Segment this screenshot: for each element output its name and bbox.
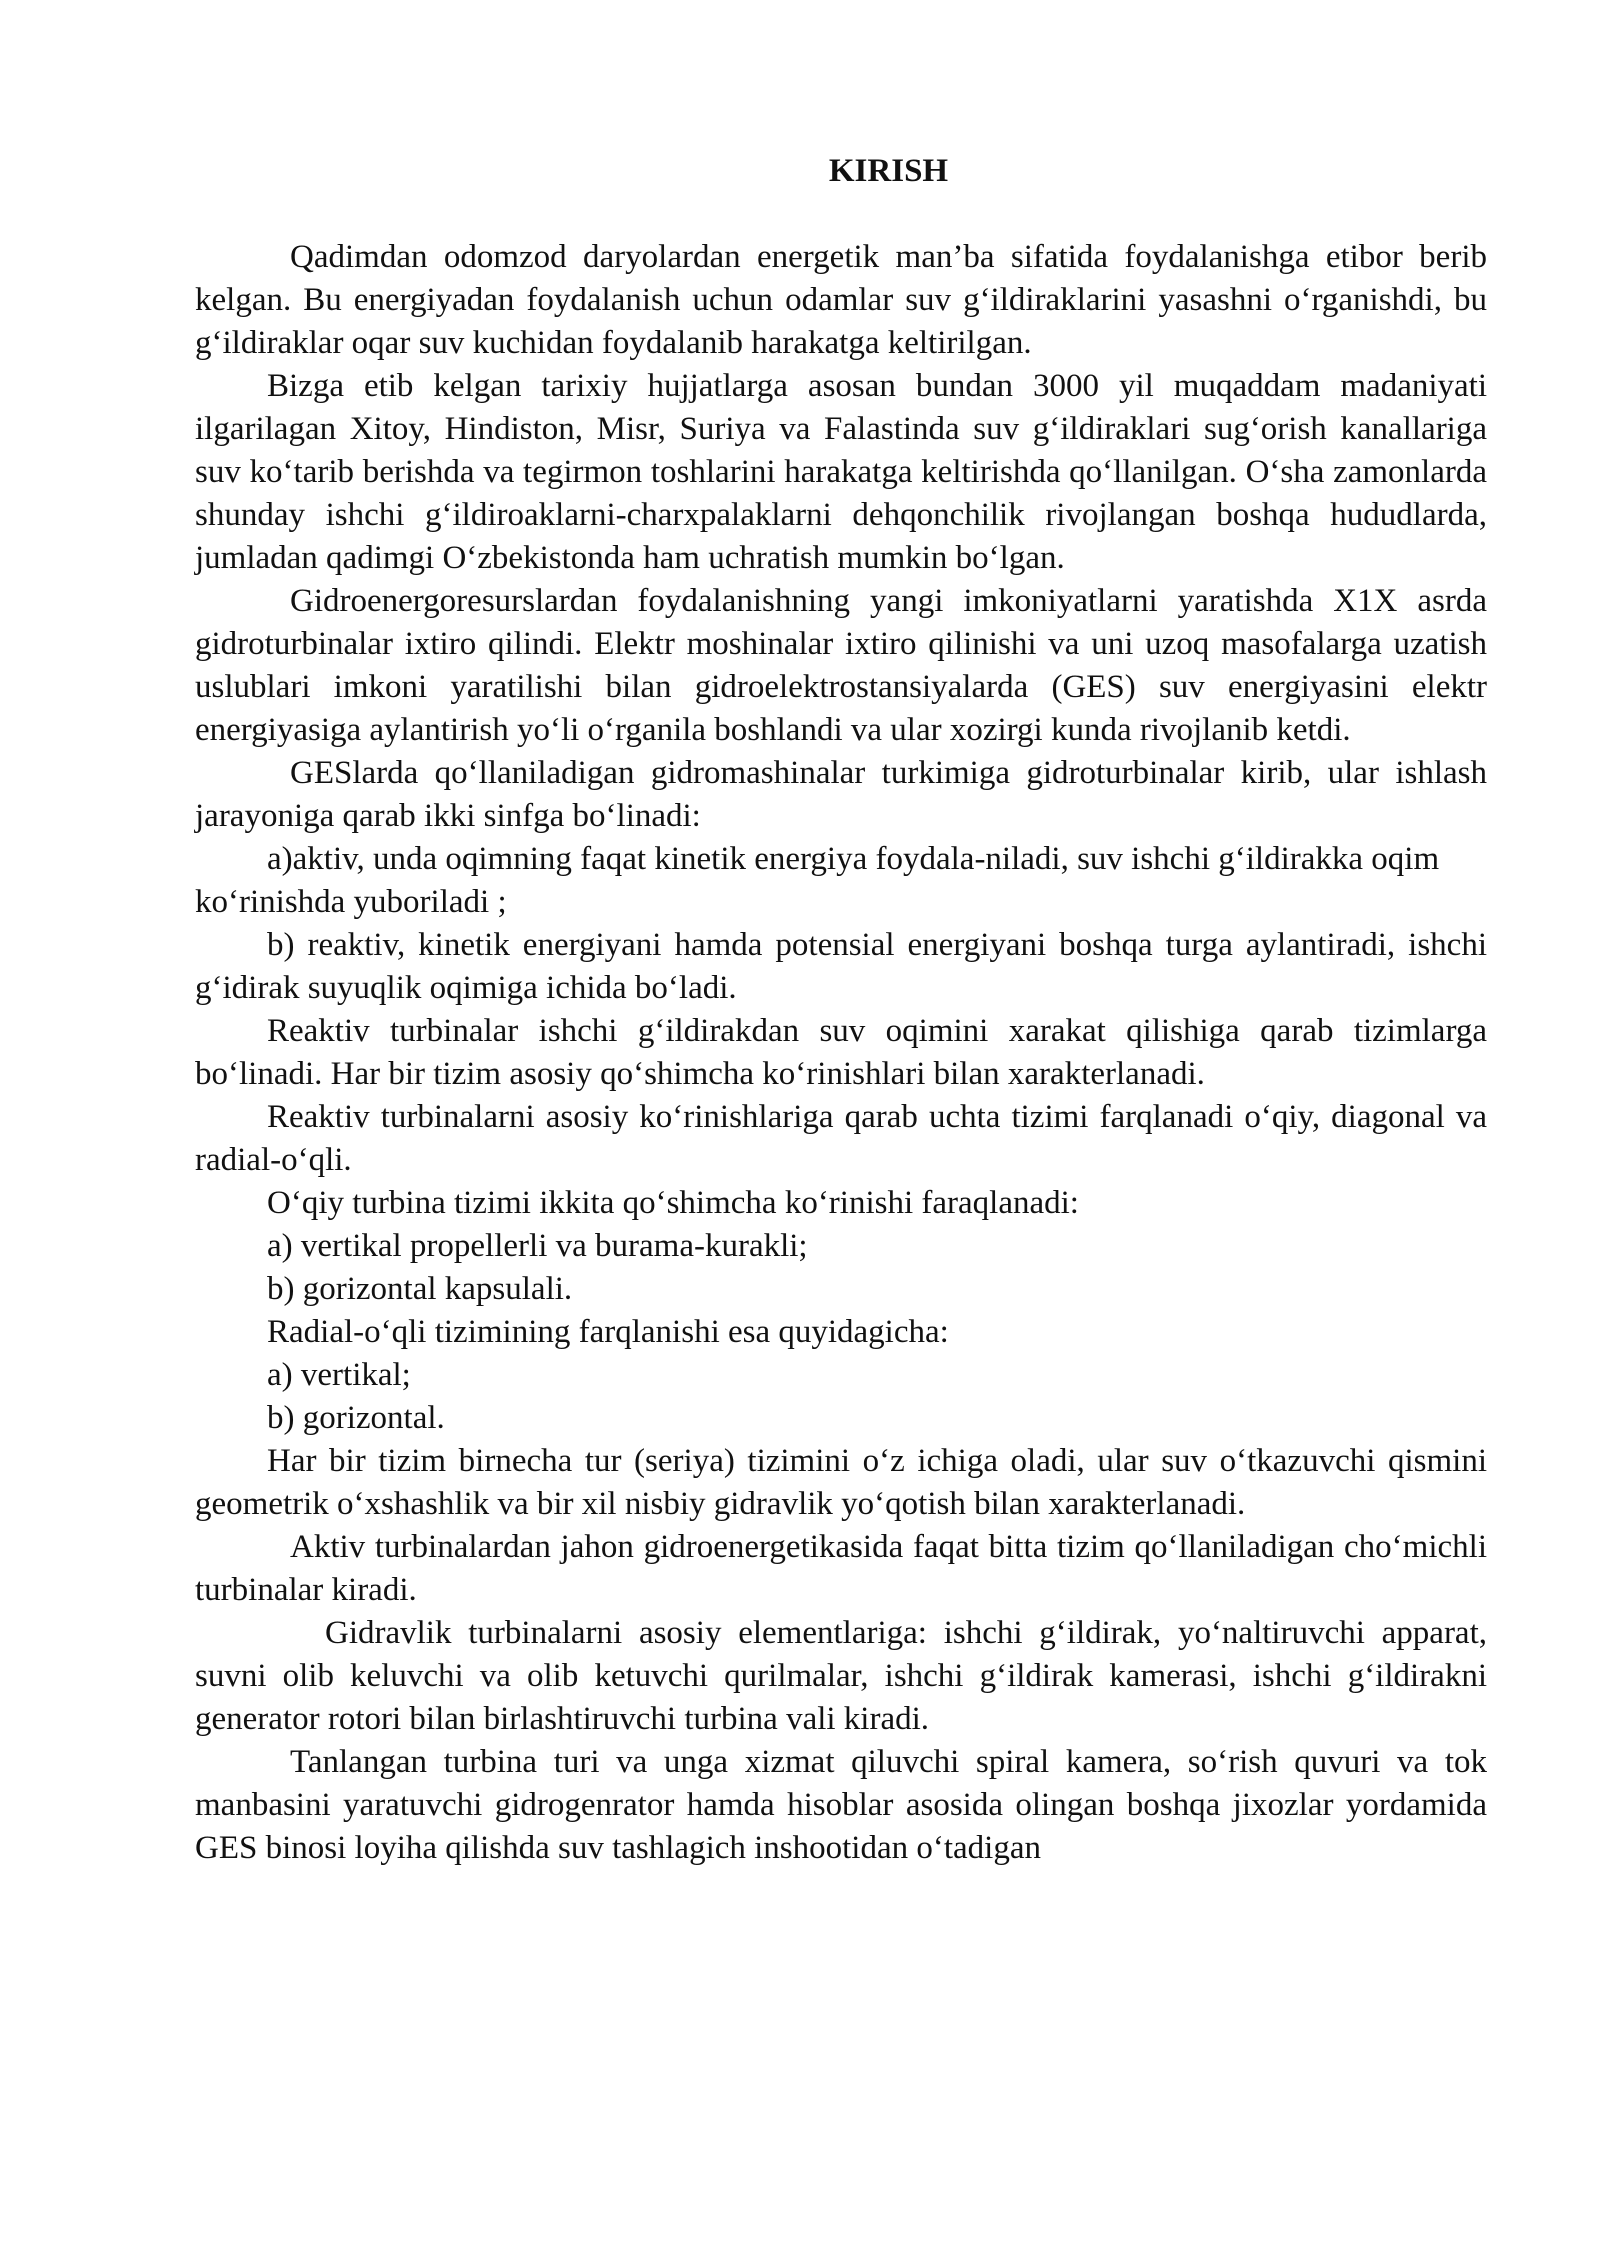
page-title: KIRISH <box>828 153 949 189</box>
paragraph-11: Gidravlik turbinalarni asosiy elementlariga: ishchi g‘ildirak, yo‘naltiruvchi apparat, suvni olib keluvchi va olib ketuvchi qurilmalar, ishchi g‘ildirak kamerasi, ishchi g‘ildirakni generator rotori bilan birlashtiruvchi turbina vali kiradi. <box>195 1615 1487 1737</box>
paragraph-9: Har bir tizim birnecha tur (seriya) tizimini o‘z ichiga oladi, ular suv o‘tkazuvchi qismini geometrik o‘xshashlik va bir xil nisbiy gidravlik yo‘qotish bilan xarakterlanadi. <box>195 1443 1487 1522</box>
list-item-b-gorizontal: b) gorizontal. <box>267 1400 445 1436</box>
list-item-a-vertikal: a) vertikal; <box>267 1357 411 1393</box>
paragraph-1: Qadimdan odomzod daryolardan energetik man’ba sifatida foydalanishga etibor berib kelgan. Bu energiyadan foydalanish uchun odamlar suv g‘ildiraklarini yasashni o‘rganishdi, bu g‘ildiraklar oqar suv kuchidan foydalanib harakatga keltirilgan. <box>195 239 1487 361</box>
paragraph-6: Reaktiv turbinalarni asosiy ko‘rinishlariga qarab uchta tizimi farqlanadi o‘qiy, diagonal va radial-o‘qli. <box>195 1099 1487 1178</box>
list-item-a-vertikal-propellerli: a) vertikal propellerli va burama-kurakli; <box>267 1228 808 1264</box>
paragraph-8: Radial-o‘qli tizimining farqlanishi esa quyidagicha: <box>267 1314 949 1350</box>
paragraph-10: Aktiv turbinalardan jahon gidroenergetikasida faqat bitta tizim qo‘llaniladigan cho‘michli turbinalar kiradi. <box>195 1529 1487 1608</box>
list-item-a-aktiv: a)aktiv, unda oqimning faqat kinetik energiya foydala-niladi, suv ishchi g‘ildirakka oqim ko‘rinishda yuboriladi ; <box>195 841 1440 920</box>
list-item-b-reaktiv: b) reaktiv, kinetik energiyani hamda potensial energiyani boshqa turga aylantiradi, ishchi g‘idirak suyuqlik oqimiga ichida bo‘ladi. <box>195 927 1487 1006</box>
document-body <box>195 150 1487 1870</box>
paragraph-4: GESlarda qo‘llaniladigan gidromashinalar turkimiga gidroturbinalar kirib, ular ishlash jarayoniga qarab ikki sinfga bo‘linadi: <box>195 755 1487 834</box>
list-item-b-gorizontal-kapsulali: b) gorizontal kapsulali. <box>267 1271 573 1307</box>
paragraph-7: O‘qiy turbina tizimi ikkita qo‘shimcha ko‘rinishi faraqlanadi: <box>267 1185 1079 1221</box>
paragraph-5: Reaktiv turbinalar ishchi g‘ildirakdan suv oqimini xarakat qilishiga qarab tizimlarga bo‘linadi. Har bir tizim asosiy qo‘shimcha ko‘rinishlari bilan xarakterlanadi. <box>195 1013 1487 1092</box>
paragraph-12: Tanlangan turbina turi va unga xizmat qiluvchi spiral kamera, so‘rish quvuri va tok manbasini yaratuvchi gidrogenrator hamda hisoblar asosida olingan boshqa jixozlar yordamida GES binosi loyiha qilishda suv tashlagich inshootidan o‘tadigan <box>195 1744 1487 1866</box>
paragraph-3: Gidroenergoresurslardan foydalanishning yangi imkoniyatlarni yaratishda X1X asrda gidroturbinalar ixtiro qilindi. Elektr moshinalar ixtiro qilinishi va uni uzoq masofalarga uzatish uslublari imkoni yaratilishi bilan gidroelektrostansiyalarda (GES) suv energiyasini elektr energiyasiga aylantirish yo‘li o‘rganila boshlandi va ular xozirgi kunda rivojlanib ketdi. <box>195 583 1487 748</box>
paragraph-2: Bizga etib kelgan tarixiy hujjatlarga asosan bundan 3000 yil muqaddam madaniyati ilgarilagan Xitoy, Hindiston, Misr, Suriya va Falastinda suv g‘ildiraklari sug‘orish kanallariga suv ko‘tarib berishda va tegirmon toshlarini harakatga keltirishda qo‘llanilgan. O‘sha zamonlarda shunday ishchi g‘ildiroaklarni-charxpalaklarni dehqonchilik rivojlangan boshqa hududlarda, jumladan qadimgi O‘zbekistonda ham uchratish mumkin bo‘lgan. <box>195 368 1487 576</box>
